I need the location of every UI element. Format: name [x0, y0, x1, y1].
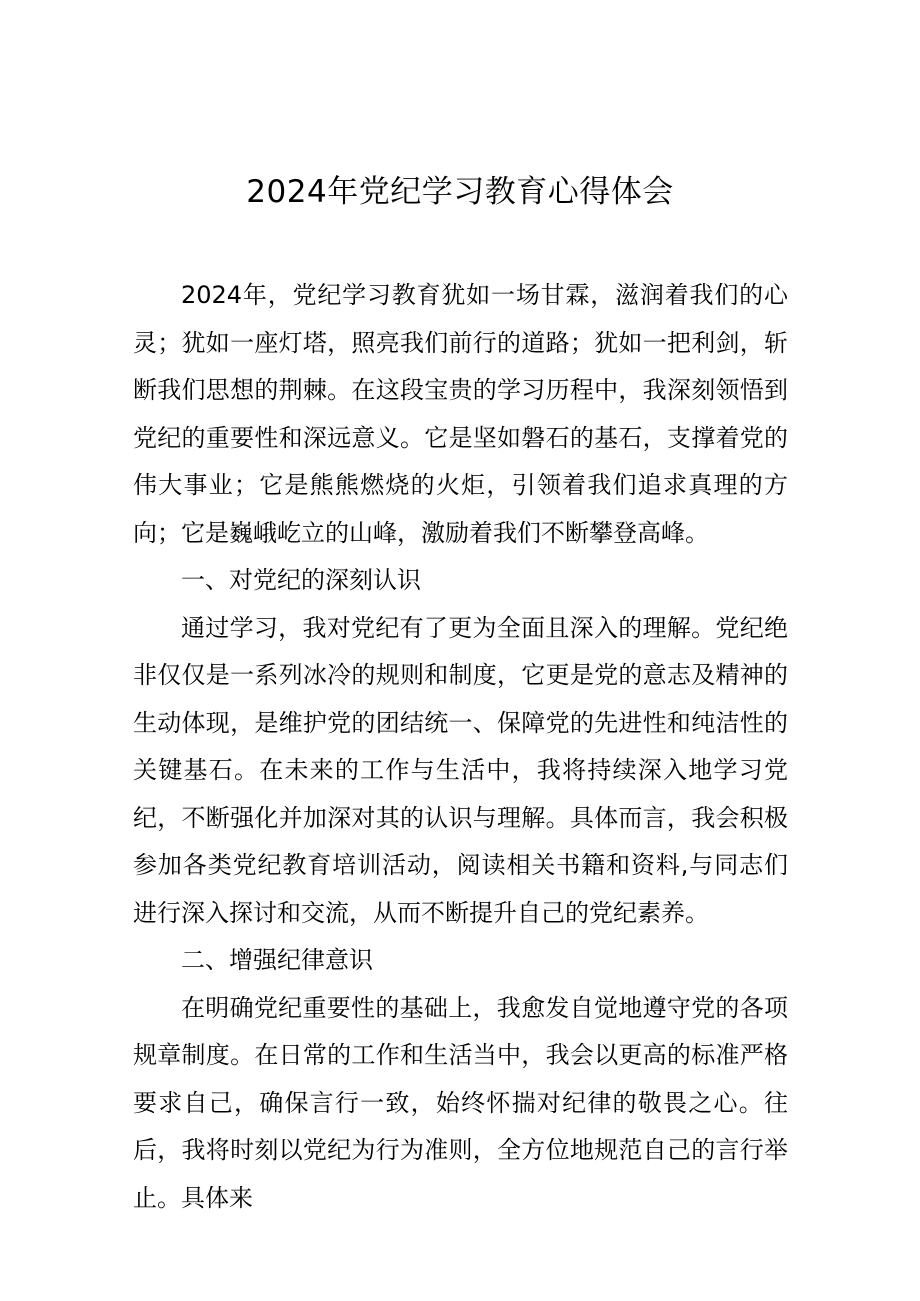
section-heading-2: 二、增强纪律意识 — [181, 946, 373, 974]
document-title: 2024年党纪学习教育心得体会 — [246, 174, 674, 210]
intro-paragraph: 2024年，党纪学习教育犹如一场甘霖，滋润着我们的心灵；犹如一座灯塔，照亮我们前行的道路；犹如一把利剑，斩断我们思想的荆棘。在这段宝贵的学习历程中，我深刻领悟到党纪的重要性和深远意义。它是坚如磐石的基石，支撑着党的伟大事业；它是熊熊燃烧的火炬，引领着我们追求真理的方向；它是巍峨屹立的山峰，激励着我们不断攀登高峰。 — [133, 281, 788, 547]
section-2-paragraph: 在明确党纪重要性的基础上，我愈发自觉地遵守党的各项规章制度。在日常的工作和生活当中，我会以更高的标准严格要求自己，确保言行一致，始终怀揣对纪律的敬畏之心。往后，我将时刻以党纪为行为准则，全方位地规范自己的言行举止。具体来 — [133, 993, 788, 1212]
section-heading-1: 一、对党纪的深刻认识 — [181, 566, 421, 594]
section-1-paragraph: 通过学习，我对党纪有了更为全面且深入的理解。党纪绝非仅仅是一系列冰冷的规则和制度，它更是党的意志及精神的生动体现，是维护党的团结统一、保障党的先进性和纯洁性的关键基石。在未来的工作与生活中，我将持续深入地学习党纪，不断强化并加深对其的认识与理解。具体而言，我会积极参加各类党纪教育培训活动，阅读相关书籍和资料,与同志们进行深入探讨和交流，从而不断提升自己的党纪素养。 — [133, 613, 788, 927]
document-body — [133, 272, 788, 1222]
